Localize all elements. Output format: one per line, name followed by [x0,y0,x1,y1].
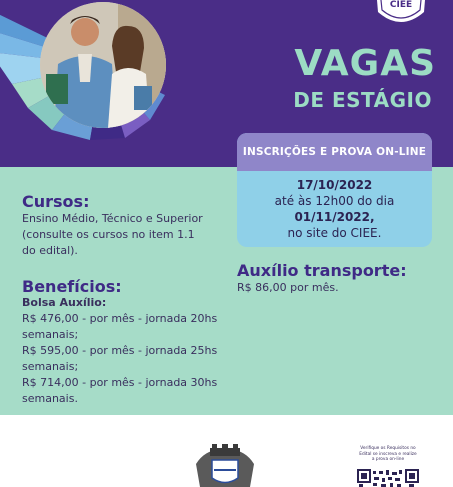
registration-heading: INSCRIÇÕES E PROVA ON-LINE [237,133,432,171]
registration-line4: no site do CIEE. [287,226,382,240]
benefit-item-1-line1: R$ 476,00 - por mês - jornada 20hs [22,312,218,325]
courses-line3: do edital). [22,244,78,257]
transport-value: R$ 86,00 por mês. [237,281,339,294]
title-vagas: VAGAS [294,43,436,84]
benefits-subheading: Bolsa Auxílio: [22,296,107,309]
courses-line1: Ensino Médio, Técnico e Superior [22,212,203,225]
qr-note-line1: Verifique os Requisitos no [360,446,416,451]
registration-body [237,171,432,241]
benefit-item-2-line1: R$ 595,00 - por mês - jornada 25hs [22,344,218,357]
benefit-item-2-line2: semanais; [22,360,79,373]
students-photo [40,2,166,128]
benefit-item-3-line2: semanais. [22,392,78,405]
qr-code-icon[interactable] [357,469,419,487]
title-de-estagio: DE ESTÁGIO [293,88,432,112]
courses-line2: (consulte os cursos no item 1.1 [22,228,195,241]
qr-note-line2: Edital se inscreva e realize [359,451,417,457]
courses-text [22,211,203,259]
ciee-logo [370,0,432,30]
benefit-item-1-line2: semanais; [22,328,79,341]
ciee-logo-text: CIEE [389,0,413,10]
registration-line2: até às 12h00 do dia [274,194,395,208]
benefits-heading: Benefícios: [22,277,122,296]
registration-date-end: 01/11/2022, [294,210,375,224]
registration-date-start: 17/10/2022 [296,178,373,192]
benefit-item-3-line1: R$ 714,00 - por mês - jornada 30hs [22,376,218,389]
city-crest-icon [192,444,258,487]
courses-heading: Cursos: [22,192,90,211]
qr-note [352,446,424,463]
qr-note-line3: a prova on-line [371,457,405,462]
registration-card [237,133,432,247]
transport-heading: Auxílio transporte: [237,261,407,280]
benefits-list [22,295,217,407]
